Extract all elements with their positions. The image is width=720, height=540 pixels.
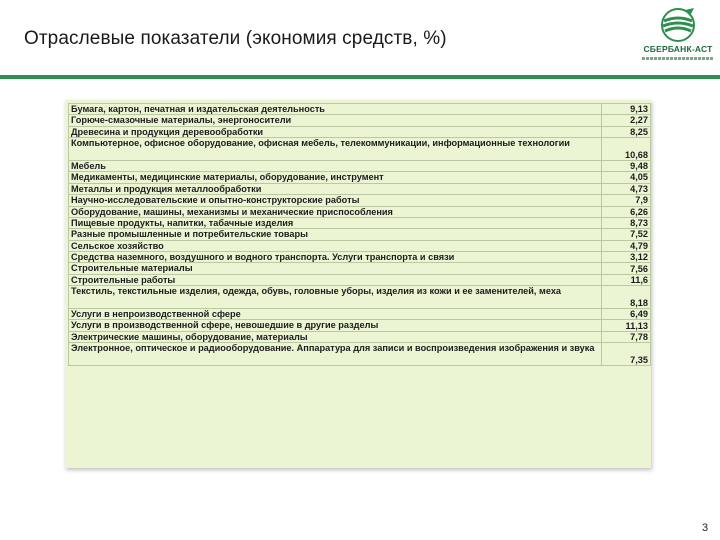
table-row: [69, 286, 651, 309]
savings-value-cell: 9,13: [602, 104, 651, 115]
industry-name-cell: Электрические машины, оборудование, материалы: [69, 331, 602, 342]
table-row: [69, 263, 651, 274]
industry-name-cell: Мебель: [69, 160, 602, 171]
sberbank-logo-icon: [640, 6, 716, 44]
savings-value-cell: 7,78: [602, 331, 651, 342]
savings-value-cell: 3,12: [602, 252, 651, 263]
savings-value-cell: 2,27: [602, 115, 651, 126]
table-row: [69, 115, 651, 126]
savings-value-cell: 8,73: [602, 217, 651, 228]
industry-name-cell: Компьютерное, офисное оборудование, офисная мебель, телекоммуникации, информационные технологии: [69, 138, 602, 161]
savings-value-cell: 7,35: [602, 343, 651, 366]
table-row: [69, 104, 651, 115]
table-panel: [65, 100, 651, 468]
savings-value-cell: 10,68: [602, 138, 651, 161]
table-row: [69, 138, 651, 161]
industry-name-cell: Услуги в непроизводственной сфере: [69, 309, 602, 320]
savings-value-cell: 8,25: [602, 126, 651, 137]
table-row: [69, 172, 651, 183]
savings-value-cell: 6,49: [602, 309, 651, 320]
savings-value-cell: 6,26: [602, 206, 651, 217]
industry-name-cell: Средства наземного, воздушного и водного транспорта. Услуги транспорта и связи: [69, 252, 602, 263]
table-row: [69, 240, 651, 251]
table-row: [69, 320, 651, 331]
table-row: [69, 195, 651, 206]
savings-value-cell: 8,18: [602, 286, 651, 309]
page-number: 3: [702, 522, 709, 534]
savings-value-cell: 9,48: [602, 160, 651, 171]
header-divider: [0, 75, 720, 79]
industry-name-cell: Электронное, оптическое и радиооборудование. Аппаратура для записи и воспроизведения изображения и звука: [69, 343, 602, 366]
industry-name-cell: Оборудование, машины, механизмы и механические приспособления: [69, 206, 602, 217]
industry-name-cell: Строительные материалы: [69, 263, 602, 274]
savings-value-cell: 7,56: [602, 263, 651, 274]
industry-name-cell: Услуги в производственной сфере, невошедшие в другие разделы: [69, 320, 602, 331]
industry-name-cell: Сельское хозяйство: [69, 240, 602, 251]
industry-name-cell: Бумага, картон, печатная и издательская деятельность: [69, 104, 602, 115]
industry-name-cell: Строительные работы: [69, 274, 602, 285]
logo-subtitle-strip: [642, 57, 714, 60]
industry-name-cell: Металлы и продукция металлообработки: [69, 183, 602, 194]
savings-value-cell: 7,52: [602, 229, 651, 240]
table-row: [69, 160, 651, 171]
industry-name-cell: Научно-исследовательские и опытно-конструкторские работы: [69, 195, 602, 206]
table-row: [69, 217, 651, 228]
savings-value-cell: 7,9: [602, 195, 651, 206]
savings-value-cell: 4,79: [602, 240, 651, 251]
industry-name-cell: Разные промышленные и потребительские товары: [69, 229, 602, 240]
table-row: [69, 206, 651, 217]
table-row: [69, 183, 651, 194]
table-row: [69, 343, 651, 366]
table-row: [69, 331, 651, 342]
table-row: [69, 229, 651, 240]
savings-value-cell: 11,13: [602, 320, 651, 331]
industry-name-cell: Горюче-смазочные материалы, энергоносители: [69, 115, 602, 126]
page-title: Отраслевые показатели (экономия средств, %): [24, 28, 447, 49]
industry-name-cell: Медикаменты, медицинские материалы, оборудование, инструмент: [69, 172, 602, 183]
industry-savings-table: [68, 103, 651, 366]
savings-value-cell: 4,05: [602, 172, 651, 183]
industry-name-cell: Древесина и продукция деревообработки: [69, 126, 602, 137]
logo-text: СБЕРБАНК-АСТ: [643, 44, 713, 54]
savings-value-cell: 4,73: [602, 183, 651, 194]
table-row: [69, 274, 651, 285]
sberbank-ast-logo: [640, 6, 716, 68]
savings-value-cell: 11,6: [602, 274, 651, 285]
table-row: [69, 309, 651, 320]
table-row: [69, 252, 651, 263]
table-row: [69, 126, 651, 137]
industry-name-cell: Пищевые продукты, напитки, табачные изделия: [69, 217, 602, 228]
industry-name-cell: Текстиль, текстильные изделия, одежда, обувь, головные уборы, изделия из кожи и ее заменителей, меха: [69, 286, 602, 309]
